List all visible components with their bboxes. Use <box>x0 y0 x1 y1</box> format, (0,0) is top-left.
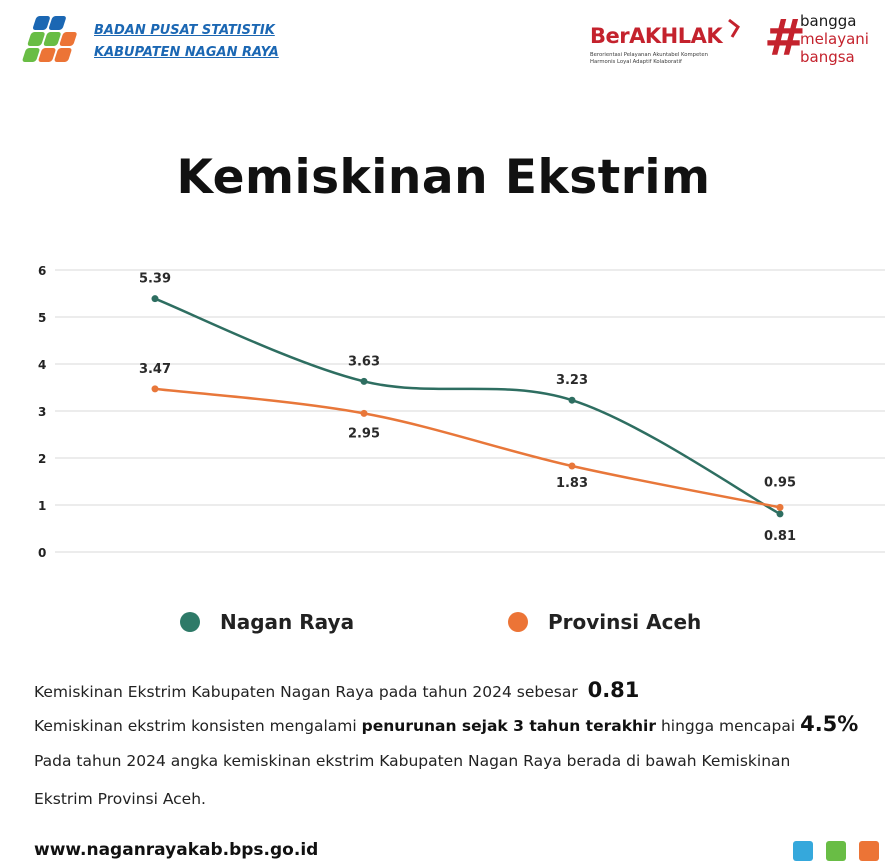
berakhlak-logo <box>588 16 758 72</box>
legend-marker-provinsi-aceh <box>508 612 528 632</box>
series-line-nagan-raya <box>155 299 780 514</box>
legend-label-nagan-raya: Nagan Raya <box>220 610 355 634</box>
description-line-2-post: hingga mencapai <box>660 717 796 735</box>
data-point-provinsi-aceh-0 <box>152 385 159 392</box>
y-tick-label-4: 4 <box>38 358 47 372</box>
hashtag-icon: # <box>764 9 806 67</box>
bangga-line-3: bangsa <box>800 48 855 66</box>
bps-line-2: KABUPATEN NAGAN RAYA <box>94 45 279 60</box>
data-point-nagan-raya-1 <box>361 378 368 385</box>
description-line-1 <box>34 678 639 702</box>
chevron-right-icon <box>726 18 742 40</box>
data-label-provinsi-aceh-0: 3.47 <box>138 361 172 377</box>
berakhlak-sub-line-1: Berorientasi Pelayanan Akuntabel Kompeten <box>590 52 708 58</box>
description-line-3: Pada tahun 2024 angka kemiskinan ekstrim Kabupaten Nagan Raya berada di bawah Kemiskinan <box>34 752 791 770</box>
footer-decor-squares <box>793 841 879 861</box>
data-label-nagan-raya-2: 3.23 <box>555 373 589 389</box>
data-label-nagan-raya-3: 0.81 <box>763 528 797 544</box>
legend-label-provinsi-aceh: Provinsi Aceh <box>548 610 702 634</box>
bps-name <box>94 20 279 64</box>
bps-logo-icon <box>16 12 88 68</box>
data-label-nagan-raya-1: 3.63 <box>347 354 381 370</box>
y-tick-label-6: 6 <box>38 264 47 278</box>
bangga-words <box>800 12 869 66</box>
data-label-provinsi-aceh-1: 2.95 <box>347 426 381 442</box>
y-tick-label-2: 2 <box>38 452 47 466</box>
berakhlak-subtitle <box>590 52 708 66</box>
data-point-nagan-raya-0 <box>152 295 159 302</box>
data-label-provinsi-aceh-3: 0.95 <box>763 475 797 491</box>
description-line-4: Ekstrim Provinsi Aceh. <box>34 790 206 808</box>
description-value-2024: 0.81 <box>587 678 640 702</box>
page-title: Kemiskinan Ekstrim <box>176 150 711 205</box>
line-chart <box>0 250 887 580</box>
data-point-nagan-raya-3 <box>777 510 784 517</box>
bangga-melayani-logo <box>764 10 887 72</box>
data-label-nagan-raya-0: 5.39 <box>138 271 172 287</box>
data-point-provinsi-aceh-3 <box>777 504 784 511</box>
series-line-provinsi-aceh <box>155 389 780 507</box>
y-tick-label-0: 0 <box>38 546 47 560</box>
y-tick-label-1: 1 <box>38 499 47 513</box>
bps-line-1: BADAN PUSAT STATISTIK <box>94 23 275 38</box>
description-line-2-pre: Kemiskinan ekstrim konsisten mengalami <box>34 717 357 735</box>
chart-legend <box>0 606 887 646</box>
berakhlak-word: BerAKHLAK <box>590 24 723 48</box>
description-line-2-bold: penurunan sejak 3 tahun terakhir <box>361 717 657 735</box>
legend-item-nagan-raya <box>180 610 354 634</box>
y-tick-label-5: 5 <box>38 311 47 325</box>
footer-url-link[interactable]: www.naganrayakab.bps.go.id <box>34 840 319 860</box>
bangga-line-1: bangga <box>800 12 857 30</box>
decor-square-orange <box>859 841 879 861</box>
header <box>0 0 887 80</box>
data-point-nagan-raya-2 <box>569 397 576 404</box>
bangga-line-2: melayani <box>800 30 869 48</box>
data-label-provinsi-aceh-2: 1.83 <box>555 475 589 491</box>
decor-square-blue <box>793 841 813 861</box>
data-point-provinsi-aceh-1 <box>361 410 368 417</box>
berakhlak-sub-line-2: Harmonis Loyal Adaptif Kolaboratif <box>590 59 682 65</box>
decor-square-green <box>826 841 846 861</box>
description-value-percent: 4.5% <box>800 712 859 736</box>
legend-item-provinsi-aceh <box>508 610 701 634</box>
legend-marker-nagan-raya <box>180 612 200 632</box>
description-line-2 <box>34 712 858 736</box>
y-tick-label-3: 3 <box>38 405 47 419</box>
description-line-1-text: Kemiskinan Ekstrim Kabupaten Nagan Raya pada tahun 2024 sebesar <box>34 683 578 701</box>
data-point-provinsi-aceh-2 <box>569 462 576 469</box>
